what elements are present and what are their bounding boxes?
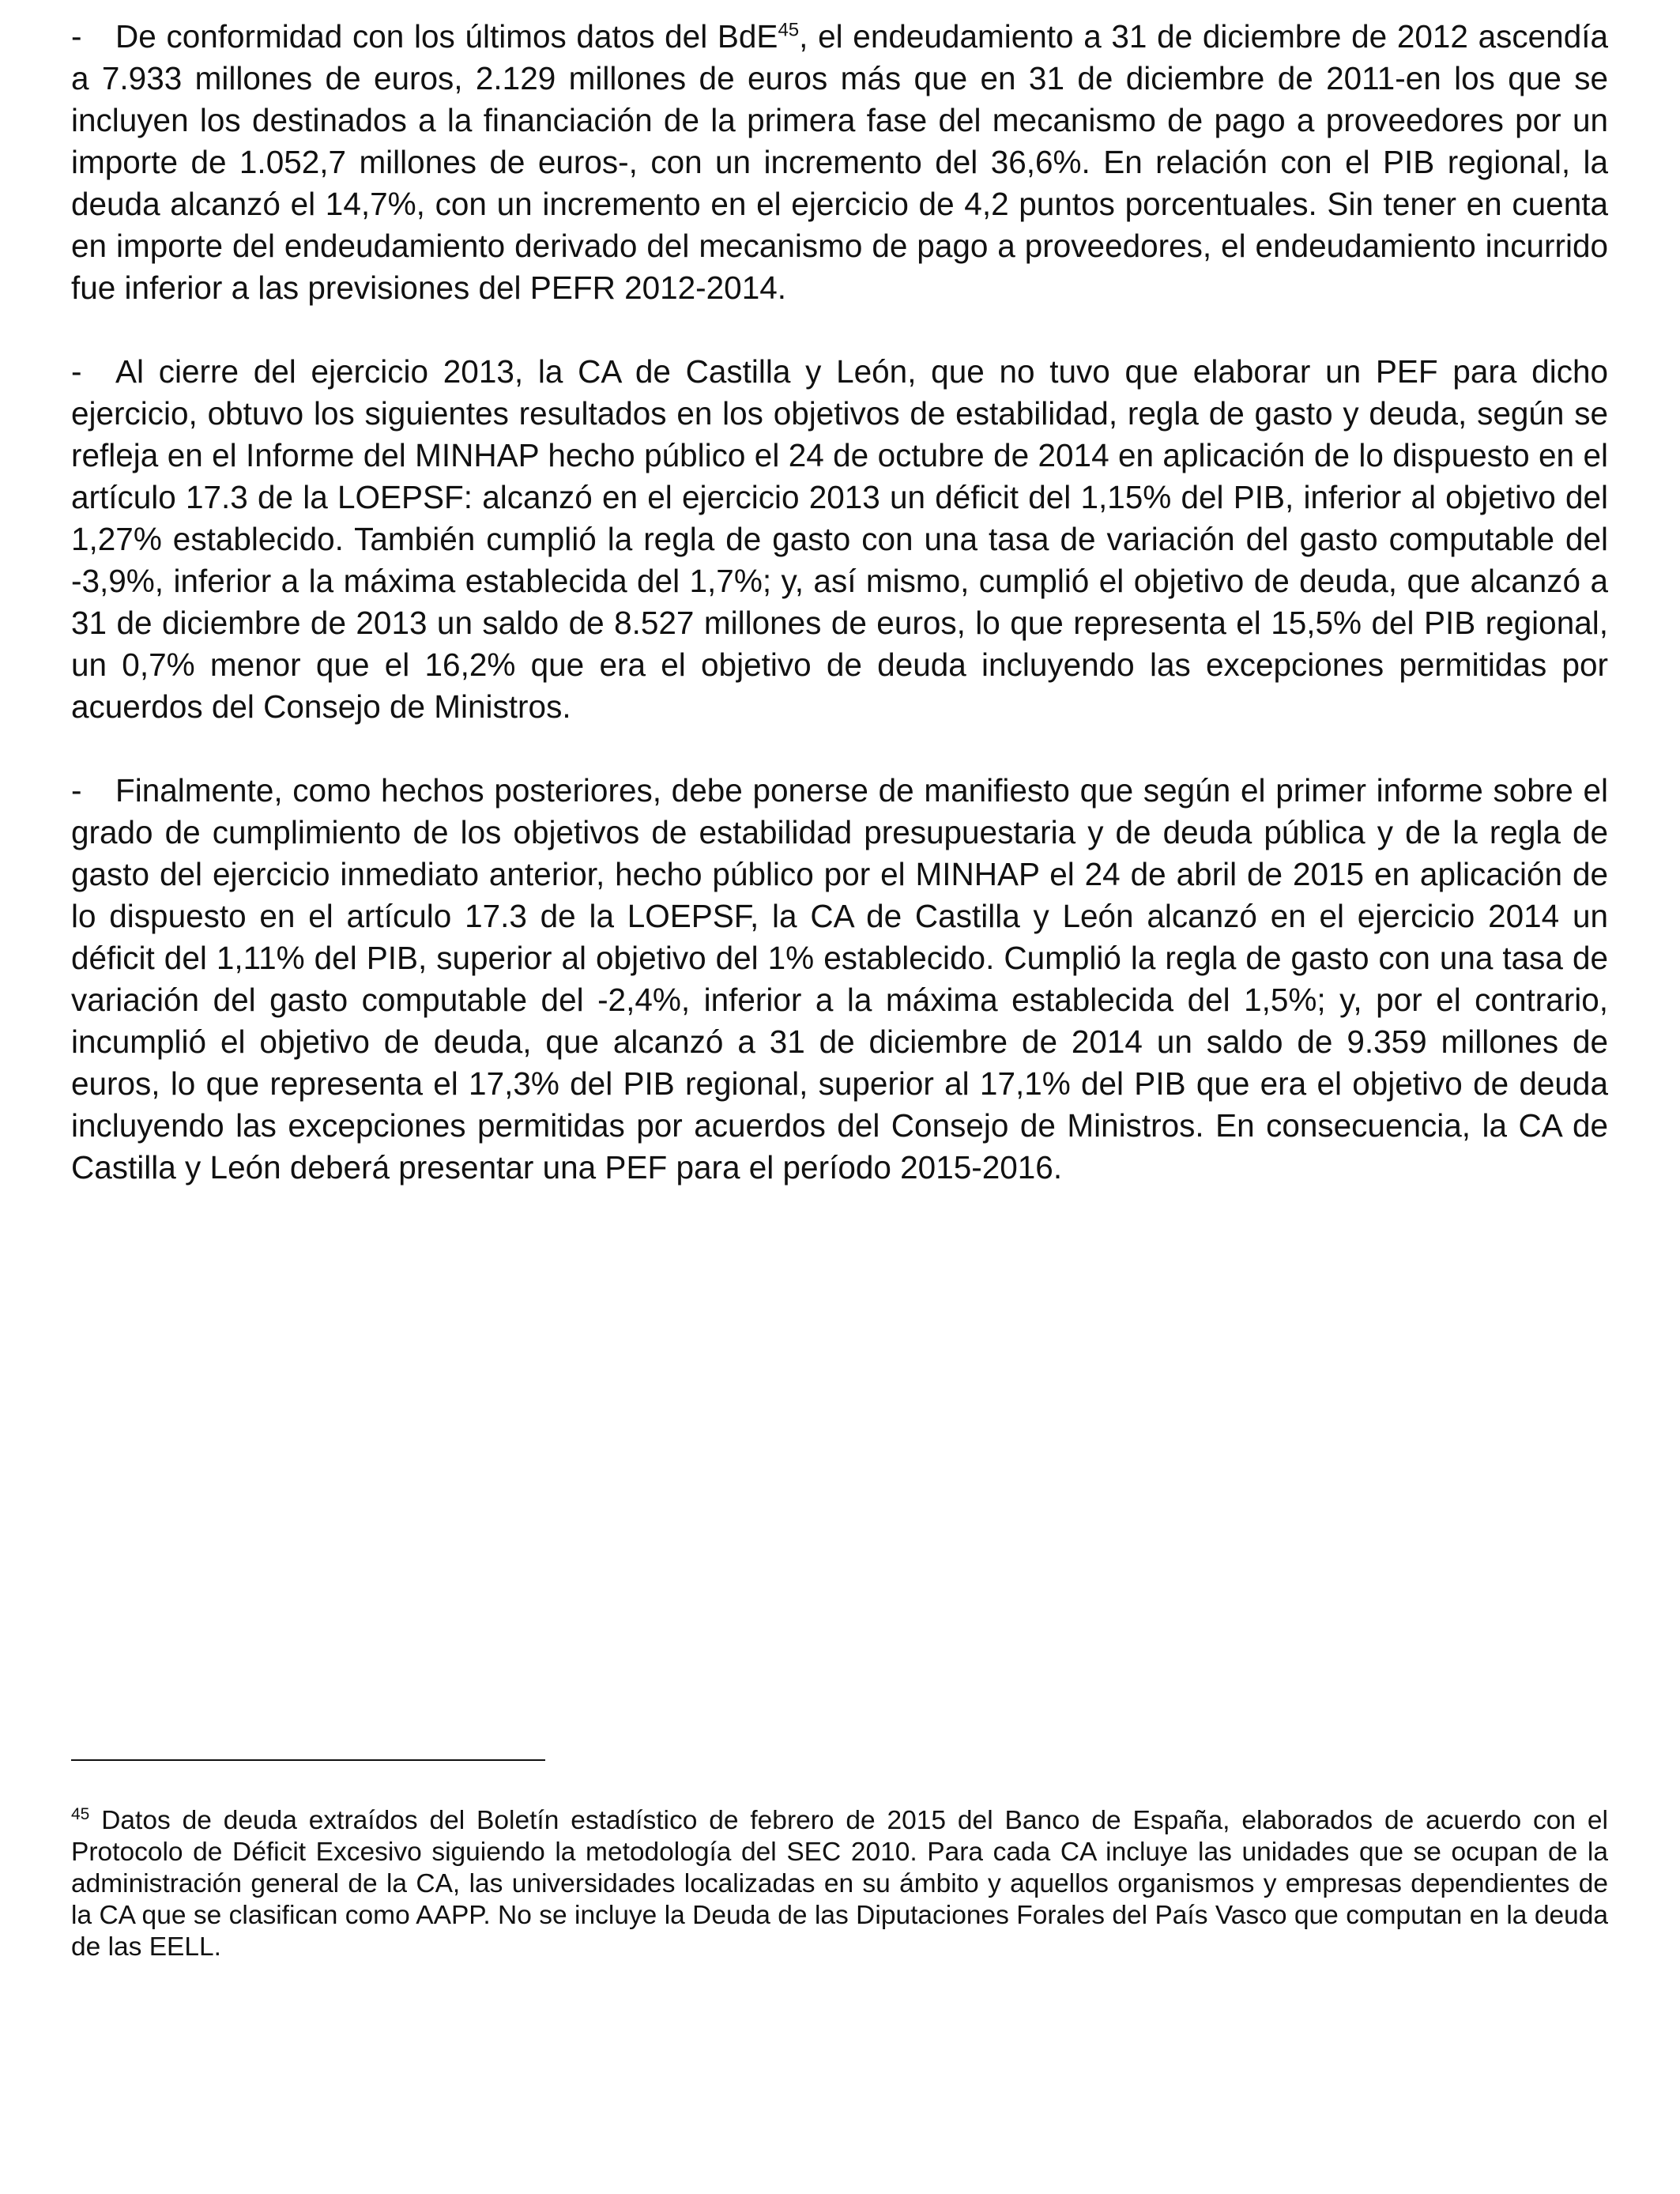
paragraph-text: , el endeudamiento a 31 de diciembre de 2012 ascendía a 7.933 millones de euros, 2.129 millones de euros más que en 31 de diciembre de 2011-en los que se incluyen los destinados a la financiación de la primera fase del mecanismo de pago a proveedores por un importe de 1.052,7 millones de euros-, con un incremento del 36,6%. En relación con el PIB regional, la deuda alcanzó el 14,7%, con un incremento en el ejercicio de 4,2 puntos porcentuales. Sin tener en cuenta en importe del endeudamiento derivado del mecanismo de pago a proveedores, el endeudamiento incurrido fue inferior a las previsiones del PEFR 2012-2014. [71,18,1609,306]
paragraph-text: Al cierre del ejercicio 2013, la CA de Castilla y León, que no tuvo que elaborar un PEF para dicho ejercicio, obtuvo los siguientes resultados en los objetivos de estabilidad, regla de gasto y deuda, según se refleja en el Informe del MINHAP hecho público el 24 de octubre de 2014 en aplicación de lo dispuesto en el artículo 17.3 de la LOEPSF: alcanzó en el ejercicio 2013 un déficit del 1,15% del PIB, inferior al objetivo del 1,27% establecido. También cumplió la regla de gasto con una tasa de variación del gasto computable del -3,9%, inferior a la máxima establecida del 1,7%; y, así mismo, cumplió el objetivo de deuda, que alcanzó a 31 de diciembre de 2013 un saldo de 8.527 millones de euros, lo que representa el 15,5% del PIB regional, un 0,7% menor que el 16,2% que era el objetivo de deuda incluyendo las excepciones permitidas por acuerdos del Consejo de Ministros. [71,353,1608,725]
paragraph-text: Finalmente, como hechos posteriores, debe ponerse de manifiesto que según el primer informe sobre el grado de cumplimiento de los objetivos de estabilidad presupuestaria y de deuda pública y de la regla de gasto del ejercicio inmediato anterior, hecho público por el MINHAP el 24 de abril de 2015 en aplicación de lo dispuesto en el artículo 17.3 de la LOEPSF, la CA de Castilla y León alcanzó en el ejercicio 2014 un déficit del 1,11% del PIB, superior al objetivo del 1% establecido. Cumplió la regla de gasto con una tasa de variación del gasto computable del -2,4%, inferior a la máxima establecida del 1,5%; y, por el contrario, incumplió el objetivo de deuda, que alcanzó a 31 de diciembre de 2014 un saldo de 9.359 millones de euros, lo que representa el 17,3% del PIB regional, superior al 17,1% del PIB que era el objetivo de deuda incluyendo las excepciones permitidas por acuerdos del Consejo de Ministros. En consecuencia, la CA de Castilla y León deberá presentar una PEF para el período 2015-2016. [71,772,1608,1186]
paragraph-text: De conformidad con los últimos datos del BdE [115,18,778,55]
document-body [71,16,1608,1231]
paragraph-debt-2012 [71,16,1608,309]
footnote-text: Datos de deuda extraídos del Boletín estadístico de febrero de 2015 del Banco de España, elaborados de acuerdo con el Protocolo de Déficit Excesivo siguiendo la metodología del SEC 2010. Para cada CA incluye las unidades que se ocupan de la administración general de la CA, las universidades localizadas en su ámbito y aquellos organismos y empresas dependientes de la CA que se clasifican como AAPP. No se incluye la Deuda de las Diputaciones Forales del País Vasco que computan en la deuda de las EELL. [71,1806,1608,1962]
paragraph-results-2014 [71,770,1608,1189]
footnote-number: 45 [71,1804,90,1823]
footnote-separator [71,1759,545,1761]
paragraph-results-2013 [71,351,1608,728]
list-dash: - [71,353,82,390]
footnote-45 [71,1805,1608,1963]
list-dash: - [71,772,82,809]
list-dash: - [71,18,82,55]
footnote-reference[interactable]: 45 [778,19,800,41]
